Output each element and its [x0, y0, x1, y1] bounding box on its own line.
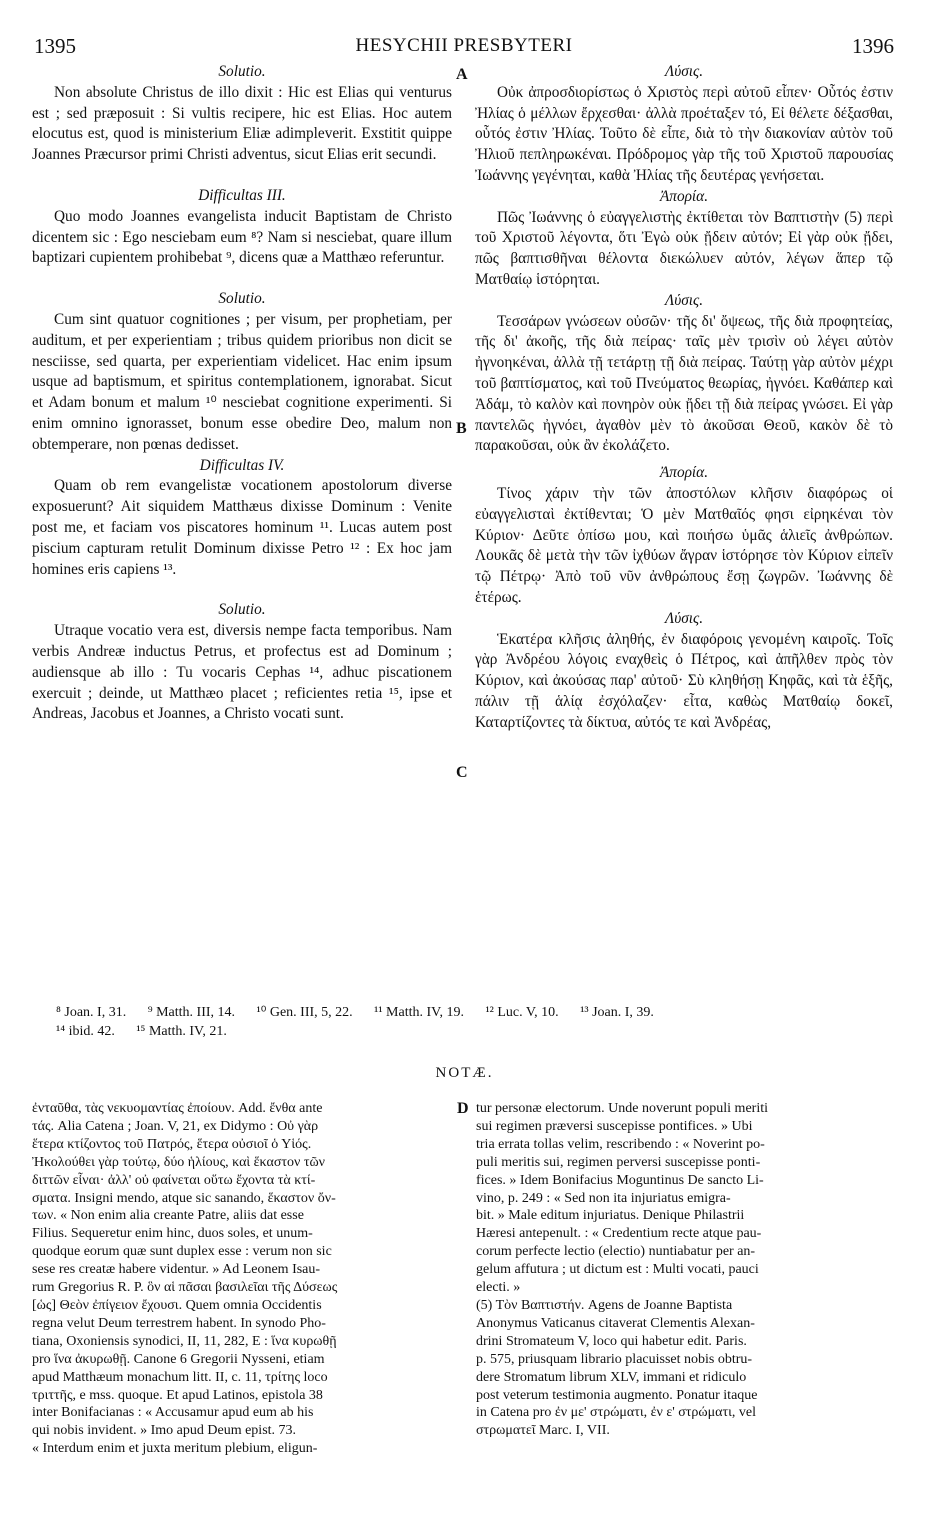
footnote: ¹² Luc. V, 10.	[485, 1005, 559, 1020]
section-heading: Ἀπορία.	[659, 187, 709, 205]
note-line: « Interdum enim et juxta meritum plebium, eligun-	[32, 1441, 318, 1457]
note-line: Hæresi antepenult. : « Credentium recte atque pau-	[476, 1226, 762, 1242]
note-line: tur personæ electorum. Unde noverunt populi meriti	[476, 1101, 768, 1116]
note-line: sui regimen præversi suscepisse pontifices. » Ubi	[476, 1118, 753, 1134]
running-title: HESYCHII PRESBYTERI	[355, 35, 573, 56]
footnotes	[56, 1003, 896, 1041]
notes-title: NOTÆ.	[435, 1065, 494, 1081]
note-line: corum perfecte lectio (electio) nuntiabatur per an-	[476, 1244, 756, 1260]
latin-paragraph: Non absolute Christus de illo dixit : Hic est Elias qui venturus est ; sed præposuit : Si vultis recipere, hic est Elias. Hoc autem elocutus est, quod is ministerium Eliæ adimpleverit. Exstitit quippe Joannes Præcursor primi Christi adventus, sicut Elias erit secundi.	[32, 83, 452, 164]
note-line: [ὡς] Θεὸν ἐπίγειον ἔχουσι. Quem omnia Occidentis	[32, 1297, 322, 1313]
note-line: στρωματεῖ Marc. I, VII.	[476, 1423, 610, 1439]
note-line: regna velut Deum terrestrem habent. In synodo Pho-	[32, 1315, 326, 1331]
footnote: ¹³ Joan. I, 39.	[580, 1005, 654, 1020]
footnote: ⁸ Joan. I, 31.	[56, 1005, 127, 1020]
note-line: gelum affutura ; ut dictum est : Multi vocati, pauci	[476, 1262, 759, 1278]
margin-marker-b: B	[456, 420, 467, 437]
footnote: ¹¹ Matth. IV, 19.	[374, 1005, 464, 1020]
note-line: pro ἵνα ἀκυρωθῇ. Canone 6 Gregorii Nysseni, etiam	[32, 1351, 325, 1367]
latin-paragraph: Quo modo Joannes evangelista inducit Baptistam de Christo dicentem sic : Ego nesciebam eum ⁸? Nam si nesciebat, quare illum baptizari cupientem prohibebat ⁹, dicens quæ a Matthæo referuntur.	[32, 207, 452, 267]
latin-paragraph: Cum sint quatuor cognitiones ; per visum, per prophetiam, per auditum, et per experientiam ; tribus quidem prioribus non dicit se nesciisse, sed quarta, per experientiam videlicet. Hac enim ipsum usque ad baptismum, et spiritus contemplationem, ignorabat. Sicut et Adam bonum et malum ¹⁰ nesciebat cognitione experimenti. Si enim omnino ignorasset, bonum esse obedire Deo, malum non obtemperare, non pœnas dedisset.	[32, 310, 452, 453]
note-line: puli meritis sui, regimen perversi suscepisse ponti-	[476, 1154, 761, 1170]
note-line: Filius. Sequeretur enim hinc, duos soles, et unum-	[32, 1226, 313, 1242]
note-line: tria errata tollas velim, rescribendo : « Noverint po-	[476, 1136, 765, 1152]
running-header	[34, 34, 894, 60]
latin-paragraph: Utraque vocatio vera est, diversis nempe facta temporibus. Nam verbis Andreæ inductus Petrus, et profectus est ad Dominum ; audiensque ab illo : Tu vocaris Cephas ¹⁴, adhuc piscationem exercuit ; deinde, ut Matthæo placet ; reficientes retia ¹⁵, ipse et Andreas, Jacobus et Joannes, a Christo vocati sunt.	[32, 622, 452, 723]
note-line: των. « Non enim alia creante Patre, aliis dat esse	[32, 1208, 304, 1224]
note-line: διττῶν εἶναι· ἀλλ' οὐ φαίνεται οὕτω ἔχοντα τὰ κτί-	[32, 1172, 316, 1188]
note-line: τάς. Alia Catena ; Joan. V, 21, ex Didymo : Οὐ γὰρ	[32, 1118, 319, 1134]
note-line: ἐνταῦθα, τὰς νεκυομαντίας ἐποίουν. Add. ἔνθα ante	[32, 1101, 323, 1116]
section-heading: Difficultas III.	[198, 186, 286, 204]
footnote: ¹⁰ Gen. III, 5, 22.	[256, 1005, 353, 1020]
section-heading: Solutio.	[218, 290, 266, 308]
note-line: p. 575, priusquam librario placuisset nobis obtru-	[476, 1351, 753, 1367]
notes-left-column	[32, 1100, 450, 1458]
note-line: inter Bonifacianas : « Accusamur apud eum ab his	[32, 1405, 314, 1421]
note-line: tiana, Oxoniensis synodici, II, 11, 282, E : ἵνα κυρωθῇ	[32, 1333, 337, 1349]
margin-marker-c: C	[456, 764, 468, 781]
note-line: bit. » Male editum injuriatus. Denique Philastrii	[476, 1208, 745, 1224]
section-heading: Λύσις.	[664, 609, 704, 627]
note-line: post veterum testimonia augmento. Ponatur itaque	[476, 1387, 758, 1403]
note-line: (5) Τὸν Βαπτιστήν. Agens de Joanne Baptista	[476, 1297, 733, 1313]
note-line: fices. » Idem Bonifacius Moguntinus De sancto Li-	[476, 1172, 764, 1188]
note-line: vino, p. 249 : « Sed non ita injuriatus emigra-	[476, 1190, 731, 1206]
page-number-right: 1396	[852, 34, 894, 58]
note-line: ἕτερα κτίζοντος τοῦ Πατρός, ἕτερα οὐσιοῖ ὁ Υἱός.	[32, 1136, 312, 1152]
note-line: Ἠκολούθει γὰρ τούτῳ, δύο ἡλίους, καὶ ἕκαστον τῶν	[32, 1154, 325, 1170]
greek-column	[475, 62, 893, 734]
footnote: ¹⁴ ibid. 42.	[56, 1024, 115, 1039]
note-line: drini Stromateum V, loco qui habetur edit. Paris.	[476, 1333, 747, 1349]
section-heading: Ἀπορία.	[659, 464, 709, 482]
greek-paragraph: Πῶς Ἰωάννης ὁ εὐαγγελιστὴς ἐκτίθεται τὸν Βαπτιστὴν (5) περὶ τοῦ Χριστοῦ λέγοντα, ὅτι Ἐγὼ οὐκ ᾔδειν αὐτόν; Εἰ γὰρ οὐκ ᾔδει, πῶς βαπτισθῆναι θέλοντα διεκώλυεν αὐτόν, λέγων ἅπερ τῷ Ματθαίῳ ἱστόρηται.	[475, 208, 893, 288]
note-line: in Catena pro ἐν με' στρώματι, ἐν ε' στρώματι, vel	[476, 1405, 756, 1421]
section-heading: Λύσις.	[664, 63, 704, 80]
note-line: electi. »	[476, 1280, 521, 1296]
greek-paragraph: Ἑκατέρα κλῆσις ἀληθής, ἐν διαφόροις γενομένη καιροῖς. Τοῖς γὰρ Ἀνδρέου λόγοις εναχθεὶς ὁ Πέτρος, καὶ ἀπῆλθεν πρὸς τὸν Κύριον, καὶ ἀκούσας παρ' αὐτοῦ· Σὺ κληθήσῃ Κηφᾶς, καὶ τὰ ἑξῆς, πάλιν τῇ ἁλίᾳ ἐσχόλαζεν· εἶτα, καθὼς Ματθαίῳ δοκεῖ, Καταρτίζοντες τὰ δίκτυα, αὐτός τε καὶ Ἀνδρέας,	[475, 630, 893, 731]
footnote: ⁹ Matth. III, 14.	[147, 1005, 236, 1020]
section-heading: Difficultas IV.	[199, 456, 285, 474]
greek-paragraph: Οὐκ ἀπροσδιορίστως ὁ Χριστὸς περὶ αὐτοῦ εἶπεν· Οὗτός ἐστιν Ἠλίας ὁ μέλλων ἔρχεσθαι· ἀλλὰ προέταξεν τό, Εἰ θέλετε δέξασθαι, οὗτός ἐστιν Ἠλίας. Τοῦτο δὲ εἶπε, διὰ τὸ τὴν διακονίαν αὐτὸν τοῦ Ἠλιοῦ πεπληρωκέναι. Πρόδρομος γὰρ τῆς τοῦ Χριστοῦ παρουσίας Ἰωάννης γεγένηται, καθὰ Ἠλίας τῆς δευτέρας γενήσεται.	[475, 83, 893, 184]
section-heading: Λύσις.	[664, 291, 704, 309]
page-number-left: 1395	[34, 34, 76, 58]
greek-paragraph: Τίνος χάριν τὴν τῶν ἀποστόλων κλῆσιν διαφόρως οἱ εὐαγγελισταὶ ἐκτίθενται; Ὁ μὲν Ματθαῖός φησι εἰρηκέναι τὸν Κύριον· Δεῦτε ὀπίσω μου, καὶ ποιήσω ὑμᾶς ἁλιεῖς ἀνθρώπων. Λουκᾶς δὲ μετὰ τὴν τῶν ἰχθύων ἄγραν ἱστόρησε τὸν Κύριον εἰπεῖν τῷ Πέτρῳ· Ἀπὸ τοῦ νῦν ἀνθρώπους ἔσῃ ζωγρῶν. Ἰωάννης δὲ ἑτέρως.	[475, 484, 893, 606]
latin-column	[32, 62, 452, 725]
margin-marker-d: D	[457, 1100, 469, 1117]
section-heading: Solutio.	[218, 601, 266, 619]
note-line: σματα. Insigni mendo, atque sic sanando, ἕκαστον ὄν-	[32, 1190, 336, 1206]
note-line: sese res creatæ habere videntur. » Ad Leonem Isau-	[32, 1262, 321, 1278]
section-heading: Solutio.	[218, 63, 266, 80]
note-line: rum Gregorius R. P. ὃν αἱ πᾶσαι βασιλεῖαι τῆς Δύσεως	[32, 1280, 338, 1296]
latin-paragraph: Quam ob rem evangelistæ vocationem apostolorum diverse exposuerunt? Ait siquidem Matthæus dixisse Dominum : Venite post me, et faciam vos piscatores hominum ¹¹. Lucas autem post piscium capturam retulit Dominum dixisse Petro ¹² : Ex hoc jam homines eris capiens ¹³.	[32, 477, 452, 578]
note-line: quodque eorum quæ sunt duplex esse : verum non sic	[32, 1244, 332, 1260]
greek-paragraph: Τεσσάρων γνώσεων οὐσῶν· τῆς δι' ὄψεως, τῆς διὰ προφητείας, τῆς δι' ἀκοῆς, τῆς διὰ πείρας· ταῖς μὲν τρισὶν οὐ λέγει αὐτὸν ἠγνοηκέναι, ἀλλὰ τῇ τετάρτῃ τῇ διὰ πείρας. Ταύτῃ γὰρ αὐτὸν μέχρι τοῦ βαπτίσματος, καὶ τοῦ Πνεύματος θεωρίας, ἠγνόει. Καθάπερ καὶ Ἀδάμ, τὸ καλὸν καὶ πονηρὸν οὐκ ᾔδει τῇ διὰ πείρας γνώσει. Εἰ γὰρ παντελῶς ἠγνόει, ἀγαθὸν μὲν τὸ ἀκοῦσαι Θεοῦ, κακὸν δὲ τὸ παρακοῦσαι, οὐκ ἂν ἐκολάζετο.	[475, 312, 893, 455]
note-line: qui nobis invident. » Imo apud Deum epist. 73.	[32, 1423, 297, 1439]
note-line: Anonymus Vaticanus citaverat Clementis Alexan-	[476, 1315, 755, 1331]
note-line: dere Stromatum librum XLV, immani et ridiculo	[476, 1369, 747, 1385]
note-line: τριττῆς, e mss. quoque. Et apud Latinos, epistola 38	[32, 1387, 323, 1403]
footnote: ¹⁵ Matth. IV, 21.	[136, 1024, 227, 1039]
notes-right-column	[476, 1100, 894, 1440]
note-line: apud Matthæum monachum litt. II, c. 11, τρίτης loco	[32, 1369, 328, 1385]
margin-marker-a: A	[456, 66, 468, 83]
